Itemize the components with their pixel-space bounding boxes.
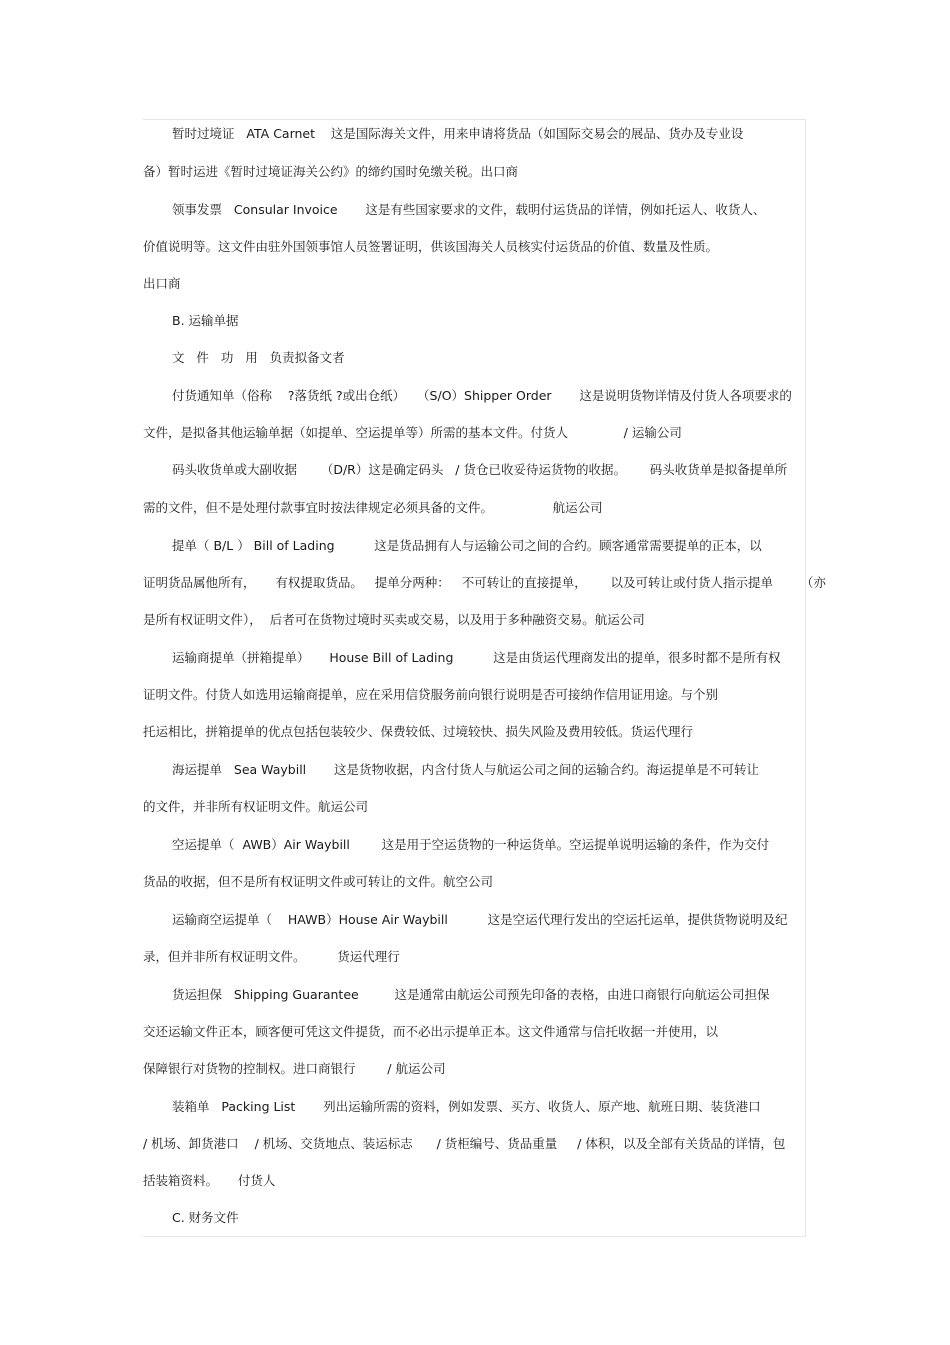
text-line: 货品的收据，但不是所有权证明文件或可转让的文件。航空公司	[143, 874, 494, 889]
text-line: / 机场、卸货港口 / 机场、交货地点、装运标志 / 货柜编号、货品重量 / 体积，以及全部有关货品的详情，包	[143, 1136, 786, 1151]
text-line: 出口商	[143, 276, 181, 291]
text-line-bill-of-lading: 提单（ B/L ） Bill of Lading 这是货品拥有人与运输公司之间的合约。顾客通常需要提单的正本，以	[172, 538, 762, 553]
text-line: 价值说明等。这文件由驻外国领事馆人员签署证明，供该国海关人员核实付运货品的价值、数量及性质。	[143, 239, 719, 254]
text-line: 括装箱资料。 付货人	[143, 1173, 276, 1188]
text-line-shipper-order: 付货通知单（俗称 ?落货纸 ?或出仓纸） （S/O）Shipper Order 这是说明货物详情及付货人各项要求的	[172, 388, 792, 403]
text-line: 托运相比，拼箱提单的优点包括包装较少、保费较低、过境较快、损失风险及费用较低。货运代理行	[143, 724, 694, 739]
text-line: 文件，是拟备其他运输单据（如提单、空运提单等）所需的基本文件。付货人 / 运输公司	[143, 425, 682, 440]
text-line-shipping-guarantee: 货运担保 Shipping Guarantee 这是通常由航运公司预先印备的表格，由进口商银行向航运公司担保	[172, 987, 770, 1002]
text-line: 交还运输文件正本，顾客便可凭这文件提货，而不必出示提单正本。这文件通常与信托收据一并使用，以	[143, 1024, 719, 1039]
text-line-packing-list: 装箱单 Packing List 列出运输所需的资料，例如发票、买方、收货人、原产地、航班日期、装货港口	[172, 1099, 761, 1114]
text-line-ata-carnet: 暂时过境证 ATA Carnet 这是国际海关文件，用来申请将货品（如国际交易会的展品、货办及专业设	[172, 126, 744, 141]
text-line: 是所有权证明文件）， 后者可在货物过境时买卖或交易，以及用于多种融资交易。航运公司	[143, 612, 645, 627]
text-line: 证明文件。付货人如选用运输商提单，应在采用信贷服务前向银行说明是否可接纳作信用证用途。与个别	[143, 687, 719, 702]
text-line: 需的文件，但不是处理付款事宜时按法律规定必须具备的文件。 航运公司	[143, 500, 603, 515]
text-line: 录，但并非所有权证明文件。 货运代理行	[143, 949, 400, 964]
text-line-dock-receipt: 码头收货单或大副收据 （D/R）这是确定码头 / 货仓已收妥待运货物的收据。 码头收货单是拟备提单所	[172, 462, 788, 477]
table-header-line: 文 件 功 用 负责拟备文者	[172, 350, 345, 365]
text-line-house-bill-of-lading: 运输商提单（拼箱提单） House Bill of Lading 这是由货运代理商发出的提单，很多时都不是所有权	[172, 650, 781, 665]
text-line: 的文件，并非所有权证明文件。航运公司	[143, 799, 369, 814]
text-line-air-waybill: 空运提单（ AWB）Air Waybill 这是用于空运货物的一种运货单。空运提单说明运输的条件，作为交付	[172, 837, 770, 852]
section-heading-transport-documents: B. 运输单据	[172, 313, 239, 328]
text-line-consular-invoice: 领事发票 Consular Invoice 这是有些国家要求的文件，载明付运货品的详情，例如托运人、收货人、	[172, 202, 766, 217]
text-line: 备）暂时运进《暂时过境证海关公约》的缔约国时免缴关税。出口商	[143, 164, 519, 179]
text-line: 保障银行对货物的控制权。进口商银行 / 航运公司	[143, 1061, 446, 1076]
text-line-house-air-waybill: 运输商空运提单（ HAWB）House Air Waybill 这是空运代理行发出的空运托运单，提供货物说明及纪	[172, 912, 788, 927]
text-line-sea-waybill: 海运提单 Sea Waybill 这是货物收据，内含付货人与航运公司之间的运输合约。海运提单是不可转让	[172, 762, 759, 777]
text-line: 证明货品属他所有， 有权提取货品。 提单分两种： 不可转让的直接提单， 以及可转让或付货人指示提单 （亦	[143, 575, 826, 590]
section-heading-financial-documents: C. 财务文件	[172, 1210, 239, 1225]
